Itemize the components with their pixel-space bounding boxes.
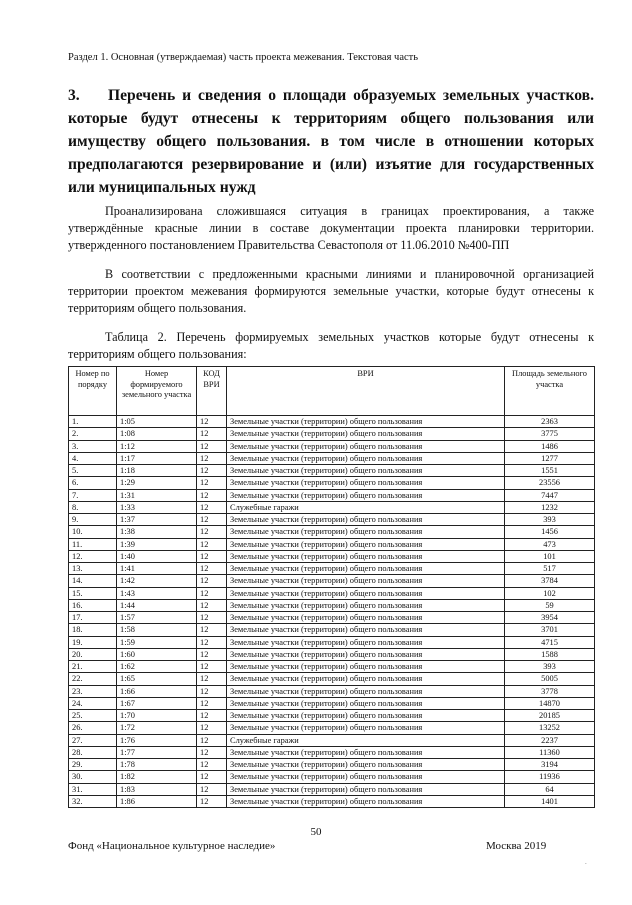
table-row bbox=[69, 771, 595, 783]
header-plot: Номер формируемого земельного участка bbox=[117, 367, 197, 416]
cell-vri: Земельные участки (территории) общего пользования bbox=[227, 636, 505, 648]
cell-vri: Земельные участки (территории) общего пользования bbox=[227, 587, 505, 599]
cell-num: 31. bbox=[69, 783, 117, 795]
cell-num: 25. bbox=[69, 710, 117, 722]
cell-vri: Земельные участки (территории) общего пользования bbox=[227, 452, 505, 464]
cell-area: 1277 bbox=[505, 452, 595, 464]
cell-vri: Земельные участки (территории) общего пользования bbox=[227, 722, 505, 734]
cell-area: 59 bbox=[505, 599, 595, 611]
cell-num: 21. bbox=[69, 661, 117, 673]
cell-num: 17. bbox=[69, 612, 117, 624]
table-row bbox=[69, 452, 595, 464]
cell-area: 13252 bbox=[505, 722, 595, 734]
cell-vri: Земельные участки (территории) общего пользования bbox=[227, 759, 505, 771]
cell-plot: 1:57 bbox=[117, 612, 197, 624]
cell-area: 3775 bbox=[505, 428, 595, 440]
cell-code: 12 bbox=[197, 685, 227, 697]
table-row bbox=[69, 722, 595, 734]
cell-num: 26. bbox=[69, 722, 117, 734]
cell-code: 12 bbox=[197, 489, 227, 501]
cell-area: 101 bbox=[505, 550, 595, 562]
cell-num: 6. bbox=[69, 477, 117, 489]
table-row bbox=[69, 759, 595, 771]
cell-vri: Земельные участки (территории) общего пользования bbox=[227, 440, 505, 452]
plots-table bbox=[68, 366, 595, 808]
cell-num: 16. bbox=[69, 599, 117, 611]
cell-code: 12 bbox=[197, 416, 227, 428]
cell-vri: Земельные участки (территории) общего пользования bbox=[227, 428, 505, 440]
cell-code: 12 bbox=[197, 538, 227, 550]
cell-num: 11. bbox=[69, 538, 117, 550]
cell-code: 12 bbox=[197, 428, 227, 440]
cell-code: 12 bbox=[197, 710, 227, 722]
cell-num: 5. bbox=[69, 465, 117, 477]
cell-code: 12 bbox=[197, 501, 227, 513]
cell-vri: Земельные участки (территории) общего пользования bbox=[227, 795, 505, 807]
table-row bbox=[69, 514, 595, 526]
cell-code: 12 bbox=[197, 477, 227, 489]
table-caption: Таблица 2. Перечень формируемых земельных участков которые будут отнесены к территориям общего пользования: bbox=[68, 330, 594, 361]
section-heading bbox=[68, 84, 594, 199]
cell-num: 15. bbox=[69, 587, 117, 599]
cell-plot: 1:58 bbox=[117, 624, 197, 636]
cell-area: 1551 bbox=[505, 465, 595, 477]
cell-area: 2363 bbox=[505, 416, 595, 428]
cell-code: 12 bbox=[197, 575, 227, 587]
cell-num: 30. bbox=[69, 771, 117, 783]
cell-num: 13. bbox=[69, 563, 117, 575]
cell-num: 7. bbox=[69, 489, 117, 501]
table-row bbox=[69, 428, 595, 440]
paragraph-analysis: Проанализирована сложившаяся ситуация в границах проектирования, а также утверждённые красные линии в составе документации проекта планировки территории. утвержденного постановлением Правительства Севастополя от 11.06.2010 №400-ПП bbox=[68, 204, 594, 252]
cell-vri: Земельные участки (территории) общего пользования bbox=[227, 673, 505, 685]
table-row bbox=[69, 624, 595, 636]
footer-organization: Фонд «Национальное культурное наследие» bbox=[68, 840, 276, 852]
cell-code: 12 bbox=[197, 587, 227, 599]
cell-area: 3784 bbox=[505, 575, 595, 587]
cell-code: 12 bbox=[197, 599, 227, 611]
cell-plot: 1:08 bbox=[117, 428, 197, 440]
cell-area: 2237 bbox=[505, 734, 595, 746]
cell-code: 12 bbox=[197, 563, 227, 575]
cell-num: 19. bbox=[69, 636, 117, 648]
cell-num: 12. bbox=[69, 550, 117, 562]
cell-code: 12 bbox=[197, 526, 227, 538]
cell-area: 3954 bbox=[505, 612, 595, 624]
cell-num: 9. bbox=[69, 514, 117, 526]
cell-area: 3778 bbox=[505, 685, 595, 697]
cell-vri: Земельные участки (территории) общего пользования bbox=[227, 489, 505, 501]
cell-area: 473 bbox=[505, 538, 595, 550]
cell-plot: 1:17 bbox=[117, 452, 197, 464]
cell-area: 517 bbox=[505, 563, 595, 575]
cell-area: 4715 bbox=[505, 636, 595, 648]
cell-code: 12 bbox=[197, 514, 227, 526]
table-row bbox=[69, 685, 595, 697]
cell-num: 1. bbox=[69, 416, 117, 428]
cell-code: 12 bbox=[197, 771, 227, 783]
header-area: Площадь земельного участка bbox=[505, 367, 595, 416]
table-row bbox=[69, 783, 595, 795]
cell-code: 12 bbox=[197, 648, 227, 660]
table-row bbox=[69, 746, 595, 758]
table-row bbox=[69, 538, 595, 550]
table-row bbox=[69, 710, 595, 722]
paragraph-formation: В соответствии с предложенными красными линиями и планировочной организацией территории проектом межевания формируются земельные участки, которые будут отнесены к территориям общего пользования. bbox=[68, 267, 594, 315]
cell-plot: 1:18 bbox=[117, 465, 197, 477]
cell-plot: 1:33 bbox=[117, 501, 197, 513]
cell-num: 18. bbox=[69, 624, 117, 636]
cell-plot: 1:31 bbox=[117, 489, 197, 501]
cell-plot: 1:78 bbox=[117, 759, 197, 771]
header-vri: ВРИ bbox=[227, 367, 505, 416]
table-row bbox=[69, 489, 595, 501]
cell-plot: 1:05 bbox=[117, 416, 197, 428]
cell-area: 1486 bbox=[505, 440, 595, 452]
cell-plot: 1:12 bbox=[117, 440, 197, 452]
cell-area: 1588 bbox=[505, 648, 595, 660]
cell-vri: Земельные участки (территории) общего пользования bbox=[227, 477, 505, 489]
cell-vri: Земельные участки (территории) общего пользования bbox=[227, 465, 505, 477]
table-row bbox=[69, 795, 595, 807]
cell-area: 20185 bbox=[505, 710, 595, 722]
cell-area: 3194 bbox=[505, 759, 595, 771]
cell-area: 102 bbox=[505, 587, 595, 599]
cell-num: 3. bbox=[69, 440, 117, 452]
table-row bbox=[69, 550, 595, 562]
cell-vri: Земельные участки (территории) общего пользования bbox=[227, 661, 505, 673]
table-row bbox=[69, 587, 595, 599]
cell-plot: 1:72 bbox=[117, 722, 197, 734]
cell-num: 2. bbox=[69, 428, 117, 440]
cell-num: 29. bbox=[69, 759, 117, 771]
footer-city-year: Москва 2019 bbox=[486, 840, 547, 852]
cell-num: 22. bbox=[69, 673, 117, 685]
page-number: 50 bbox=[310, 826, 322, 838]
cell-area: 1401 bbox=[505, 795, 595, 807]
cell-vri: Земельные участки (территории) общего пользования bbox=[227, 771, 505, 783]
table-body bbox=[69, 416, 595, 808]
cell-code: 12 bbox=[197, 612, 227, 624]
table-row bbox=[69, 636, 595, 648]
cell-plot: 1:60 bbox=[117, 648, 197, 660]
table-row bbox=[69, 575, 595, 587]
cell-code: 12 bbox=[197, 734, 227, 746]
cell-plot: 1:59 bbox=[117, 636, 197, 648]
document-section-header: Раздел 1. Основная (утверждаемая) часть проекта межевания. Текстовая часть bbox=[68, 52, 419, 63]
cell-plot: 1:66 bbox=[117, 685, 197, 697]
cell-vri: Земельные участки (территории) общего пользования bbox=[227, 697, 505, 709]
table-row bbox=[69, 734, 595, 746]
cell-plot: 1:67 bbox=[117, 697, 197, 709]
table-row bbox=[69, 612, 595, 624]
cell-vri: Земельные участки (территории) общего пользования bbox=[227, 526, 505, 538]
cell-area: 5005 bbox=[505, 673, 595, 685]
cell-code: 12 bbox=[197, 783, 227, 795]
cell-area: 7447 bbox=[505, 489, 595, 501]
cell-vri: Земельные участки (территории) общего пользования bbox=[227, 550, 505, 562]
cell-area: 11360 bbox=[505, 746, 595, 758]
header-num: Номер по порядку bbox=[69, 367, 117, 416]
cell-plot: 1:82 bbox=[117, 771, 197, 783]
cell-area: 393 bbox=[505, 661, 595, 673]
header-code: КОД ВРИ bbox=[197, 367, 227, 416]
cell-area: 23556 bbox=[505, 477, 595, 489]
cell-vri: Земельные участки (территории) общего пользования bbox=[227, 624, 505, 636]
cell-vri: Земельные участки (территории) общего пользования bbox=[227, 685, 505, 697]
cell-vri: Земельные участки (территории) общего пользования bbox=[227, 575, 505, 587]
cell-vri: Служебные гаражи bbox=[227, 501, 505, 513]
table-row bbox=[69, 599, 595, 611]
cell-code: 12 bbox=[197, 795, 227, 807]
cell-plot: 1:83 bbox=[117, 783, 197, 795]
cell-vri: Земельные участки (территории) общего пользования bbox=[227, 710, 505, 722]
cell-plot: 1:38 bbox=[117, 526, 197, 538]
cell-num: 4. bbox=[69, 452, 117, 464]
cell-code: 12 bbox=[197, 722, 227, 734]
cell-plot: 1:76 bbox=[117, 734, 197, 746]
cell-plot: 1:43 bbox=[117, 587, 197, 599]
table-row bbox=[69, 501, 595, 513]
scan-mark: . bbox=[585, 858, 587, 866]
cell-code: 12 bbox=[197, 465, 227, 477]
cell-vri: Земельные участки (территории) общего пользования bbox=[227, 563, 505, 575]
table-row bbox=[69, 526, 595, 538]
cell-area: 64 bbox=[505, 783, 595, 795]
cell-plot: 1:41 bbox=[117, 563, 197, 575]
cell-plot: 1:44 bbox=[117, 599, 197, 611]
cell-vri: Земельные участки (территории) общего пользования bbox=[227, 746, 505, 758]
table-row bbox=[69, 465, 595, 477]
table-row bbox=[69, 416, 595, 428]
cell-code: 12 bbox=[197, 661, 227, 673]
cell-code: 12 bbox=[197, 746, 227, 758]
cell-code: 12 bbox=[197, 636, 227, 648]
cell-plot: 1:40 bbox=[117, 550, 197, 562]
cell-num: 28. bbox=[69, 746, 117, 758]
section-number: 3. bbox=[68, 87, 80, 104]
cell-code: 12 bbox=[197, 440, 227, 452]
cell-num: 27. bbox=[69, 734, 117, 746]
cell-area: 11936 bbox=[505, 771, 595, 783]
table-row bbox=[69, 477, 595, 489]
cell-plot: 1:37 bbox=[117, 514, 197, 526]
table-row bbox=[69, 673, 595, 685]
cell-area: 14870 bbox=[505, 697, 595, 709]
table-row bbox=[69, 440, 595, 452]
cell-code: 12 bbox=[197, 550, 227, 562]
cell-plot: 1:86 bbox=[117, 795, 197, 807]
cell-num: 32. bbox=[69, 795, 117, 807]
cell-vri: Земельные участки (территории) общего пользования bbox=[227, 648, 505, 660]
cell-area: 3701 bbox=[505, 624, 595, 636]
cell-num: 8. bbox=[69, 501, 117, 513]
section-title: Перечень и сведения о площади образуемых земельных участков. которые будут отнесены к территориям общего пользования или имуществу общего пользования. в том числе в отношении которых предполагаются резервирование и (или) изъятие для государственных или муниципальных нужд bbox=[68, 87, 594, 196]
table-row bbox=[69, 661, 595, 673]
cell-area: 393 bbox=[505, 514, 595, 526]
cell-num: 23. bbox=[69, 685, 117, 697]
cell-plot: 1:77 bbox=[117, 746, 197, 758]
cell-vri: Земельные участки (территории) общего пользования bbox=[227, 538, 505, 550]
cell-plot: 1:70 bbox=[117, 710, 197, 722]
cell-area: 1232 bbox=[505, 501, 595, 513]
cell-plot: 1:29 bbox=[117, 477, 197, 489]
cell-plot: 1:39 bbox=[117, 538, 197, 550]
cell-vri: Служебные гаражи bbox=[227, 734, 505, 746]
cell-code: 12 bbox=[197, 759, 227, 771]
cell-vri: Земельные участки (территории) общего пользования bbox=[227, 599, 505, 611]
table-header-row bbox=[69, 367, 595, 416]
cell-num: 24. bbox=[69, 697, 117, 709]
cell-code: 12 bbox=[197, 452, 227, 464]
cell-vri: Земельные участки (территории) общего пользования bbox=[227, 514, 505, 526]
cell-code: 12 bbox=[197, 673, 227, 685]
cell-code: 12 bbox=[197, 624, 227, 636]
cell-code: 12 bbox=[197, 697, 227, 709]
cell-vri: Земельные участки (территории) общего пользования bbox=[227, 612, 505, 624]
cell-num: 20. bbox=[69, 648, 117, 660]
table-row bbox=[69, 648, 595, 660]
cell-vri: Земельные участки (территории) общего пользования bbox=[227, 783, 505, 795]
cell-plot: 1:65 bbox=[117, 673, 197, 685]
cell-num: 10. bbox=[69, 526, 117, 538]
table-row bbox=[69, 563, 595, 575]
table-row bbox=[69, 697, 595, 709]
cell-vri: Земельные участки (территории) общего пользования bbox=[227, 416, 505, 428]
cell-plot: 1:42 bbox=[117, 575, 197, 587]
cell-area: 1456 bbox=[505, 526, 595, 538]
cell-plot: 1:62 bbox=[117, 661, 197, 673]
cell-num: 14. bbox=[69, 575, 117, 587]
